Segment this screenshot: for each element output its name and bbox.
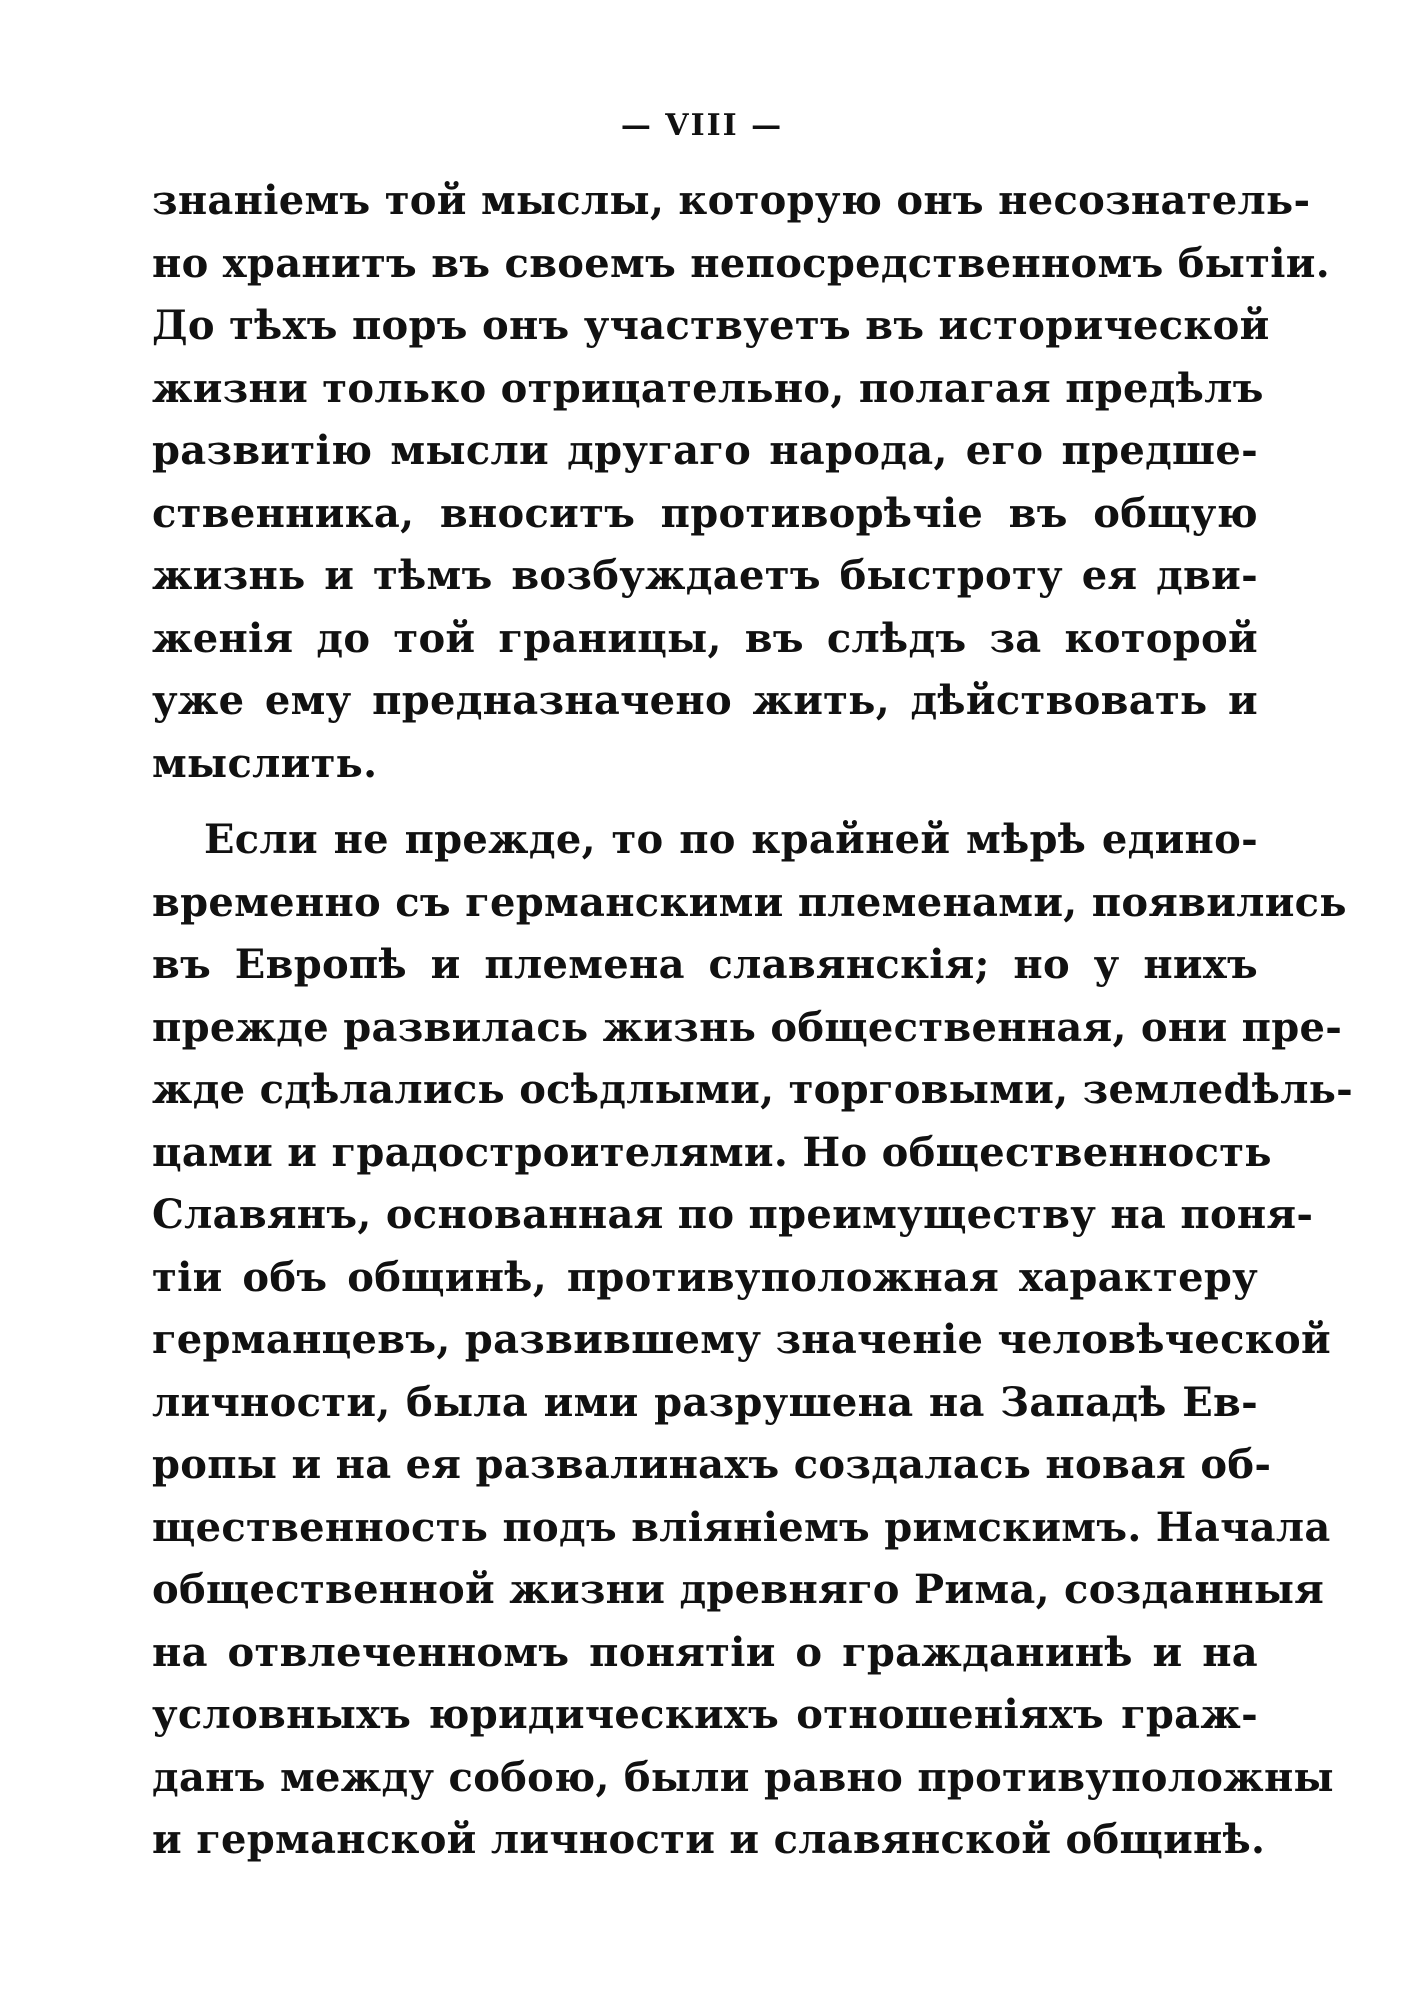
text-line: тіи объ общинѣ, противуположная характеру — [152, 1253, 1258, 1301]
text-line: щественность подъ вліяніемъ римскимъ. Начала — [152, 1503, 1331, 1551]
text-line: въ Европѣ и племена славянскія; но у нихъ — [152, 941, 1258, 988]
text-line: прежде развилась жизнь общественная, они пре- — [152, 1003, 1343, 1051]
text-line: временно съ германскими племенами, появились — [152, 878, 1347, 926]
text-line: Если не прежде, то по крайней мѣрѣ едино- — [204, 816, 1258, 863]
text-line: германцевъ, развившему значеніе человѣческой — [152, 1316, 1331, 1363]
body-text — [152, 170, 1354, 1872]
text-line: личности, была ими разрушена на Западѣ Ев- — [152, 1378, 1258, 1426]
text-line: развитію мысли другаго народа, его предше- — [152, 427, 1258, 474]
page-number: — VIII — — [620, 108, 784, 143]
text-line: на отвлеченномъ понятіи о гражданинѣ и на — [152, 1628, 1258, 1676]
text-line: данъ между собою, были равно противуположны — [152, 1753, 1334, 1801]
paragraph-gap — [152, 795, 1258, 809]
text-line: женія до той границы, въ слѣдъ за которой — [152, 614, 1258, 662]
text-line: жде сдѣлались осѣдлыми, торговыми, землedѣль- — [152, 1066, 1354, 1113]
text-line: мыслить. — [152, 739, 378, 787]
text-line: знаніемъ той мыслы, которую онъ несознатель- — [152, 177, 1311, 224]
text-line: общественной жизни древняго Рима, созданныя — [152, 1566, 1325, 1613]
text-line: жизнь и тѣмъ возбуждаетъ быстроту ея дви- — [152, 552, 1258, 599]
text-line: условныхъ юридическихъ отношеніяхъ граж- — [152, 1691, 1258, 1738]
text-line: жизни только отрицательно, полагая предѣлъ — [152, 364, 1264, 412]
text-line: уже ему предназначено жить, дѣйствовать и — [152, 677, 1258, 724]
text-line: но хранитъ въ своемъ непосредственномъ бытіи. — [152, 239, 1330, 287]
text-line: Славянъ, основанная по преимуществу на поня- — [152, 1191, 1314, 1238]
text-line: До тѣхъ поръ онъ участвуетъ въ исторической — [152, 302, 1270, 349]
text-line: и германской личности и славянской общинѣ. — [152, 1816, 1266, 1863]
text-line: цами и градостроителями. Но общественность — [152, 1128, 1272, 1176]
text-line: ропы и на ея развалинахъ создалась новая об- — [152, 1441, 1272, 1488]
text-line: ственника, вноситъ противорѣчіе въ общую — [152, 489, 1258, 537]
